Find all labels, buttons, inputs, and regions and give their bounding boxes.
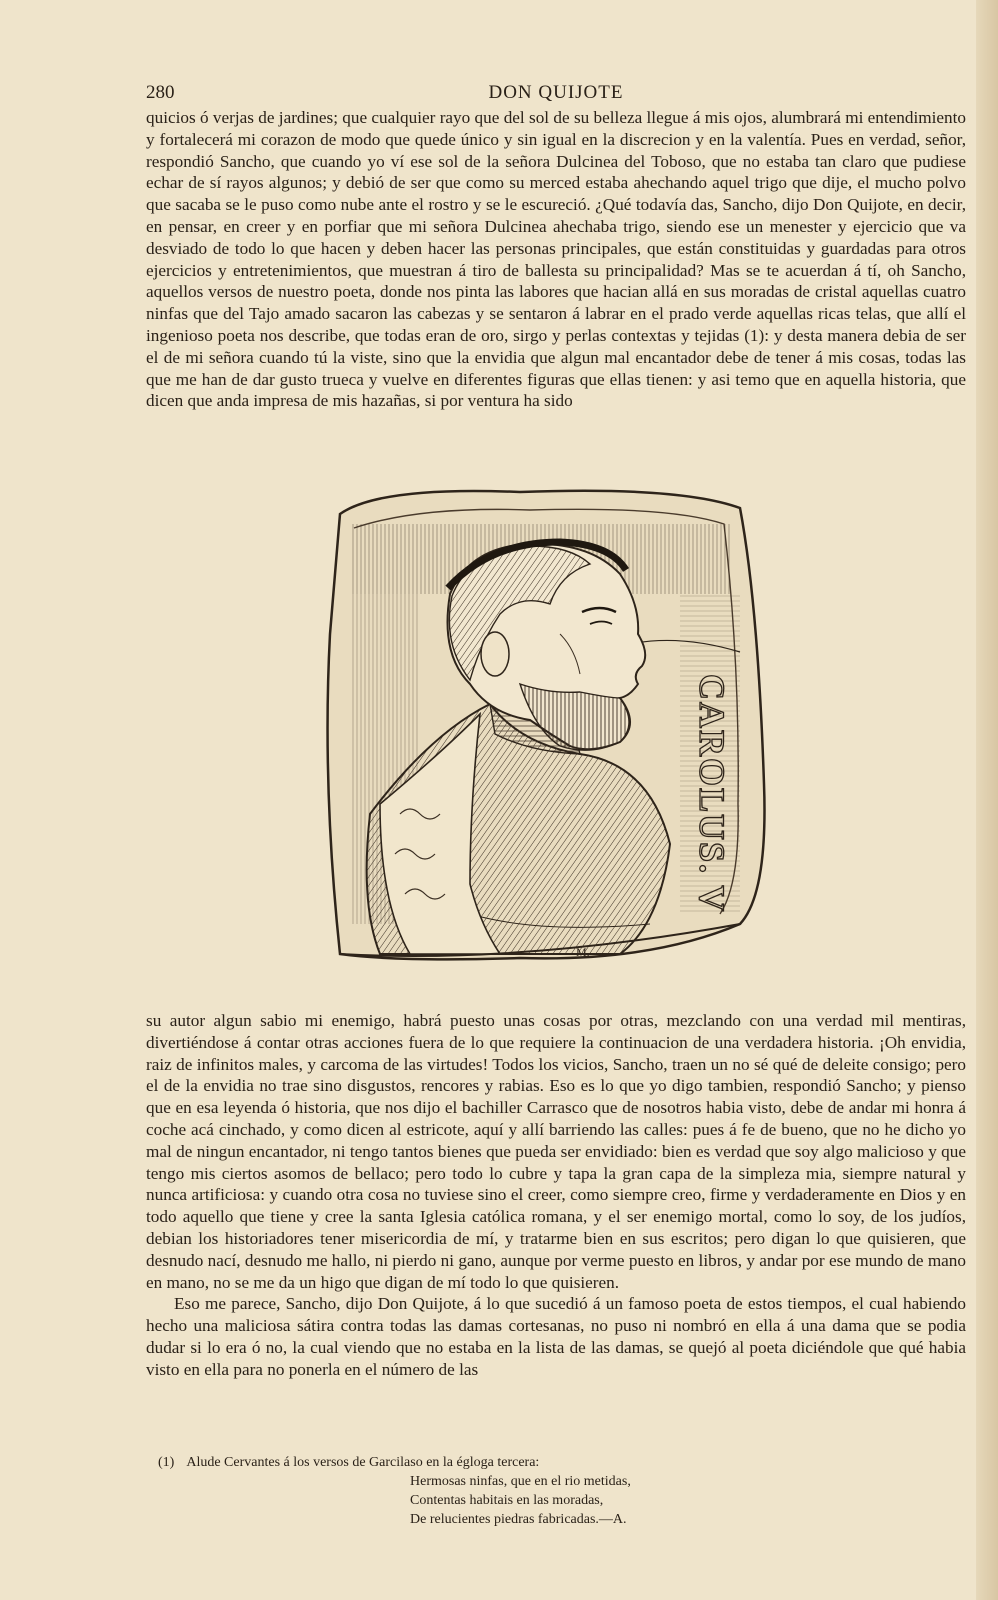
page-header — [146, 82, 966, 106]
carolus-v-relief-engraving — [320, 484, 772, 984]
body-text-bottom — [146, 1010, 966, 1381]
portrait-illustration — [320, 484, 772, 984]
footnote-verse: De relucientes piedras fabricadas.—A. — [410, 1512, 627, 1527]
footnote-verse: Hermosas ninfas, que en el rio metidas, — [410, 1474, 631, 1489]
footnote-intro-line — [158, 1453, 958, 1472]
page-edge — [976, 0, 998, 1600]
footnote-intro: Alude Cervantes á los versos de Garcilaso en la égloga tercera: — [186, 1455, 540, 1470]
paragraph: su autor algun sabio mi enemigo, habrá puesto unas cosas por otras, mezclando con una verdad mil mentiras, divertiéndose á contar otras acciones fuera de lo que requiere la continuacion de una verdadera historia. ¡Oh envidia, raiz de infinitos males, y carcoma de las virtudes! Todos los vicios, Sancho, traen un no sé qué de deleite consigo; pero el de la envidia no trae sino disgustos, rencores y rabias. Eso es lo que yo digo tambien, respondió Sancho; y pienso que en esa leyenda ó historia, que nos dijo el bachiller Carrasco que de nosotros habia visto, debe de andar mi honra á coche acá cinchado, y como dicen al estricote, aquí y allí barriendo las calles: pues á fe de bueno, que no he dicho yo mal de ningun encantador, ni tengo tantos bienes que pueda ser envidiado: bien es verdad que soy algo malicioso y que tengo mis ciertos asomos de bellaco; pero todo lo cubre y tapa la gran capa de la simpleza mia, siempre natural y nunca artificiosa: y cuando otra cosa no tuviese sino el creer, como siempre creo, firme y verdaderamente en Dios y en todo aquello que tiene y cree la santa Iglesia católica romana, y el ser enemigo mortal, como lo soy, de los judíos, debian los historiadores tener misericordia de mí, y tratarme bien en sus escritos; pero digan lo que quisieren, que desnudo nací, desnudo me hallo, ni pierdo ni gano, aunque por verme puesto en libros, y andar por ese mundo de mano en mano, no se me da un higo que digan de mí todo lo que quisieren. — [146, 1011, 966, 1292]
paragraph: quicios ó verjas de jardines; que cualquier rayo que del sol de su belleza llegue á mis ojos, alumbrará mi entendimiento y fortalecerá mi corazon de modo que quede único y sin igual en la discrecion y en la valentía. Pues en verdad, señor, respondió Sancho, que cuando yo ví ese sol de la señora Dulcinea del Toboso, que no estaba tan claro que pudiese echar de sí rayos algunos; y debió de ser que como su merced estaba ahechando aquel trigo que dije, el mucho polvo que sacaba se le puso como nube ante el rostro y se le escureció. ¿Qué todavía das, Sancho, dijo Don Quijote, en decir, en pensar, en creer y en porfiar que mi señora Dulcinea ahechaba trigo, siendo ese un menester y ejercicio que va desviado de todo lo que hacen y deben hacer las personas principales, que están constituidas y guardadas para otros ejercicios y entretenimientos, que muestran á tiro de ballesta su principalidad? Mas se te acuerdan á tí, oh Sancho, aquellos versos de nuestro poeta, donde nos pinta las labores que hacian allá en sus moradas de cristal aquellas cuatro ninfas que del Tajo amado sacaron las cabezas y se sentaron á labrar en el prado verde aquellas ricas telas, que allí el ingenioso poeta nos describe, que todas eran de oro, sirgo y perlas contextas y tejidas (1): y desta manera debia de ser el de mi señora cuando tú la viste, sino que la envidia que algun mal encantador debe de tener á mis cosas, todas las que me han de dar gusto trueca y vuelve en diferentes figuras que ellas tienen: y asi temo que en aquella historia, que dicen que anda impresa de mis hazañas, si por ventura ha sido — [146, 108, 966, 411]
footnote — [158, 1453, 958, 1529]
body-text-top — [146, 107, 966, 412]
engraver-signature: M. — [576, 945, 590, 959]
paragraph: Eso me parece, Sancho, dijo Don Quijote, á lo que sucedió á un famoso poeta de estos tiempos, el cual habiendo hecho una maliciosa sátira contra todas las damas cortesanas, no puso ni nombró en ella á una dama que se podia dudar si lo era ó no, la cual viendo que no estaba en la lista de las damas, se quejó al poeta diciéndole que qué habia visto en ella para no ponerla en el número de las — [146, 1294, 966, 1379]
inscription-carolus-v: CAROLUS. V — [692, 674, 732, 914]
running-title: DON QUIJOTE — [488, 82, 624, 103]
footnote-mark: (1) — [158, 1455, 175, 1470]
footnote-verse: Contentas habitais en las moradas, — [410, 1493, 604, 1508]
page-number: 280 — [146, 82, 175, 103]
